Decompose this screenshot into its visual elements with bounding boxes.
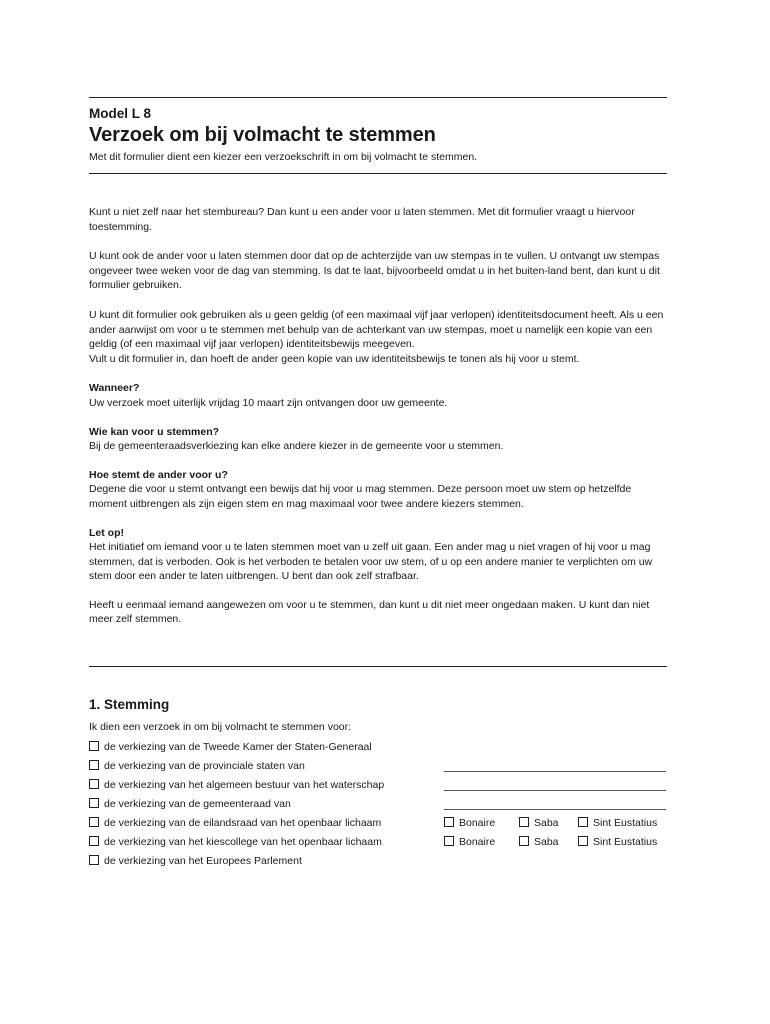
option-label: de verkiezing van het algemeen bestuur van het waterschap (104, 779, 385, 791)
faq-text: Het initiatief om iemand voor u te laten stemmen moet van u zelf uit gaan. Een ander mag u niet vragen of hij voor u mag stemmen, dat is verboden. Ook is het verboden te betalen voor uw stem, of u op een andere manier te verplichten om uw stem door een ander te laten uitbrengen. U bent dan ook zelf strafbaar. (89, 541, 653, 583)
option-kiescollege[interactable] (89, 835, 382, 849)
option-label: de verkiezing van de eilandsraad van het openbaar lichaam (104, 817, 382, 829)
top-rule (89, 97, 667, 98)
section-title: 1. Stemming (89, 697, 170, 712)
paragraph (89, 308, 667, 366)
checkbox[interactable] (578, 817, 588, 827)
checkbox[interactable] (89, 817, 99, 827)
paragraph: Heeft u eenmaal iemand aangewezen om voor u te stemmen, dan kunt u dit niet meer ongedaan maken. U kunt dan niet meer zelf stemmen. (89, 598, 650, 626)
kiescollege-sint-eustatius[interactable] (578, 835, 657, 849)
paragraph-text: Vult u dit formulier in, dan hoeft de ander geen kopie van uw identiteitsbewijs te tonen als hij voor u stemt. (89, 352, 580, 365)
checkbox[interactable] (519, 836, 529, 846)
eilandsraad-saba[interactable] (519, 816, 559, 830)
checkbox[interactable] (519, 817, 529, 827)
kiescollege-saba[interactable] (519, 835, 559, 849)
paragraph-text: U kunt dit formulier ook gebruiken als u geen geldig (of een maximaal vijf jaar verlopen) identiteitsdocument heeft. Als u een ander aanwijst om voor u te stemmen met behulp van de achterkant van uw stempas, moet u namelijk een kopie van een geldig (of een maximaal vijf jaar verlopen) identiteitsbewijs meegeven. (89, 308, 664, 351)
checkbox[interactable] (89, 741, 99, 751)
faq-heading: Let op! (89, 526, 124, 539)
header-rule (89, 173, 667, 174)
island-label: Sint Eustatius (593, 836, 658, 848)
island-label: Bonaire (459, 817, 496, 829)
faq-text: Degene die voor u stemt ontvangt een bewijs dat hij voor u mag stemmen. Deze persoon moet uw stem op hetzelfde moment uitbrengen als zijn eigen stem en mag maximaal voor twee andere kiezers stemmen. (89, 483, 632, 510)
gemeente-field[interactable] (444, 809, 666, 810)
checkbox[interactable] (578, 836, 588, 846)
checkbox[interactable] (89, 836, 99, 846)
instructions (89, 205, 667, 642)
page-title: Verzoek om bij volmacht te stemmen (89, 124, 436, 146)
option-gemeenteraad[interactable] (89, 797, 291, 811)
island-label: Bonaire (459, 836, 496, 848)
faq-text: Bij de gemeenteraadsverkiezing kan elke andere kiezer in de gemeente voor u stemmen. (89, 440, 504, 453)
provincie-field[interactable] (444, 771, 666, 772)
option-tweede-kamer[interactable] (89, 740, 372, 754)
checkbox[interactable] (89, 855, 99, 865)
option-waterschap[interactable] (89, 778, 384, 792)
faq-text: Uw verzoek moet uiterlijk vrijdag 10 maart zijn ontvangen door uw gemeente. (89, 396, 448, 409)
faq-heading: Hoe stemt de ander voor u? (89, 468, 228, 481)
faq-when (89, 381, 667, 410)
checkbox[interactable] (89, 779, 99, 789)
faq-who (89, 425, 667, 454)
eilandsraad-sint-eustatius[interactable] (578, 816, 657, 830)
island-label: Sint Eustatius (593, 817, 658, 829)
faq-heading: Wanneer? (89, 382, 140, 395)
eilandsraad-bonaire[interactable] (444, 816, 495, 830)
checkbox[interactable] (444, 817, 454, 827)
section-intro: Ik dien een verzoek in om bij volmacht te stemmen voor: (89, 721, 352, 733)
faq-heading: Wie kan voor u stemmen? (89, 425, 220, 438)
option-label: de verkiezing van het kiescollege van het openbaar lichaam (104, 836, 382, 848)
kiescollege-bonaire[interactable] (444, 835, 495, 849)
island-label: Saba (534, 817, 559, 829)
option-eilandsraad[interactable] (89, 816, 381, 830)
page-subtitle: Met dit formulier dient een kiezer een verzoekschrift in om bij volmacht te stemmen. (89, 151, 478, 163)
waterschap-field[interactable] (444, 790, 666, 791)
option-provinciale-staten[interactable] (89, 759, 305, 773)
option-label: de verkiezing van het Europees Parlement (104, 855, 302, 867)
option-label: de verkiezing van de gemeenteraad van (104, 798, 291, 810)
checkbox[interactable] (89, 760, 99, 770)
paragraph: Kunt u niet zelf naar het stembureau? Dan kunt u een ander voor u laten stemmen. Met dit formulier vraagt u hiervoor toestemming. (89, 206, 635, 233)
faq-attention (89, 526, 667, 584)
section-rule (89, 666, 667, 667)
paragraph: U kunt ook de ander voor u laten stemmen door dat op de achterzijde van uw stempas in te vullen. U ontvangt uw stempas ongeveer twee weken voor de dag van stemming. Is dat te laat, bijvoorbeeld omdat u in het buiten-land bent, dan kunt u dit formulier gebruiken. (89, 250, 660, 292)
model-label: Model L 8 (89, 106, 152, 121)
option-label: de verkiezing van de Tweede Kamer der Staten-Generaal (104, 741, 372, 753)
checkbox[interactable] (444, 836, 454, 846)
option-europees-parlement[interactable] (89, 854, 302, 868)
faq-how (89, 468, 667, 512)
checkbox[interactable] (89, 798, 99, 808)
island-label: Saba (534, 836, 559, 848)
option-label: de verkiezing van de provinciale staten van (104, 760, 305, 772)
